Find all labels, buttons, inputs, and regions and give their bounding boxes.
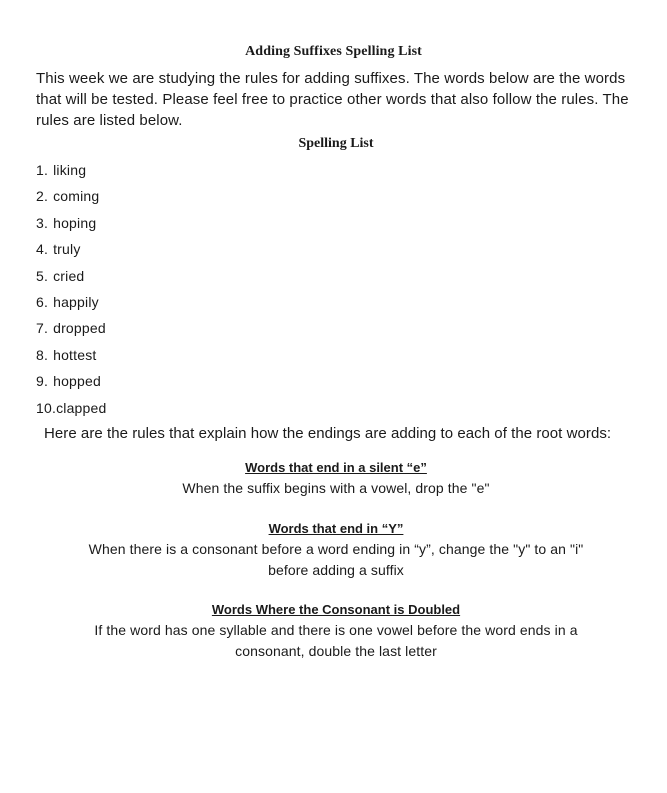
spelling-list-item bbox=[36, 266, 107, 292]
rule-text: When there is a consonant before a word ending in “y”, change the "y" to an "i" before adding a suffix bbox=[88, 541, 584, 578]
spelling-list-item bbox=[36, 292, 107, 318]
list-item-word: clapped bbox=[56, 399, 107, 416]
spelling-list-item bbox=[36, 239, 107, 265]
list-item-word: hottest bbox=[53, 346, 97, 363]
rule-heading: Words Where the Consonant is Doubled bbox=[211, 602, 461, 617]
list-item-word: cried bbox=[53, 267, 85, 284]
list-item-number: 6. bbox=[36, 293, 49, 310]
spelling-list-item bbox=[36, 398, 107, 424]
rule-text: When the suffix begins with a vowel, drop the "e" bbox=[182, 480, 490, 496]
list-item-word: dropped bbox=[53, 320, 106, 337]
rules-intro: Here are the rules that explain how the endings are adding to each of the root words: bbox=[44, 425, 612, 442]
rule-doubled-consonant bbox=[0, 600, 667, 662]
list-item-number: 2. bbox=[36, 188, 49, 205]
spelling-list-item bbox=[36, 371, 107, 397]
document-title: Adding Suffixes Spelling List bbox=[245, 44, 422, 59]
intro-paragraph: This week we are studying the rules for adding suffixes. The words below are the words that will be tested. Please feel free to practice other words that also follow the rules. The rules are listed below. bbox=[36, 70, 629, 129]
list-item-number: 4. bbox=[36, 241, 49, 258]
list-item-word: coming bbox=[53, 188, 100, 205]
rule-heading: Words that end in a silent “e” bbox=[245, 460, 427, 475]
spelling-list bbox=[36, 160, 107, 424]
spelling-list-item bbox=[36, 213, 107, 239]
spelling-list-item bbox=[36, 318, 107, 344]
list-item-number: 10. bbox=[36, 399, 57, 416]
list-item-word: hoping bbox=[53, 214, 97, 231]
rule-silent-e bbox=[0, 458, 667, 499]
spelling-list-heading: Spelling List bbox=[298, 136, 374, 151]
list-item-word: liking bbox=[53, 162, 87, 178]
list-item-number: 9. bbox=[36, 373, 49, 390]
rule-heading: Words that end in “Y” bbox=[268, 521, 404, 536]
spelling-list-item bbox=[36, 186, 107, 212]
spelling-list-item bbox=[36, 345, 107, 371]
list-item-number: 7. bbox=[36, 320, 49, 337]
list-item-word: happily bbox=[53, 293, 99, 310]
list-item-word: truly bbox=[53, 241, 81, 258]
rule-text: If the word has one syllable and there is one vowel before the word ends in a consonant, double the last letter bbox=[94, 622, 578, 659]
rule-ending-y bbox=[0, 519, 667, 581]
list-item-number: 5. bbox=[36, 267, 49, 284]
list-item-word: hopped bbox=[53, 373, 101, 390]
list-item-number: 3. bbox=[36, 214, 49, 231]
list-item-number: 8. bbox=[36, 346, 49, 363]
list-item-number: 1. bbox=[36, 162, 49, 178]
spelling-list-item bbox=[36, 160, 107, 186]
